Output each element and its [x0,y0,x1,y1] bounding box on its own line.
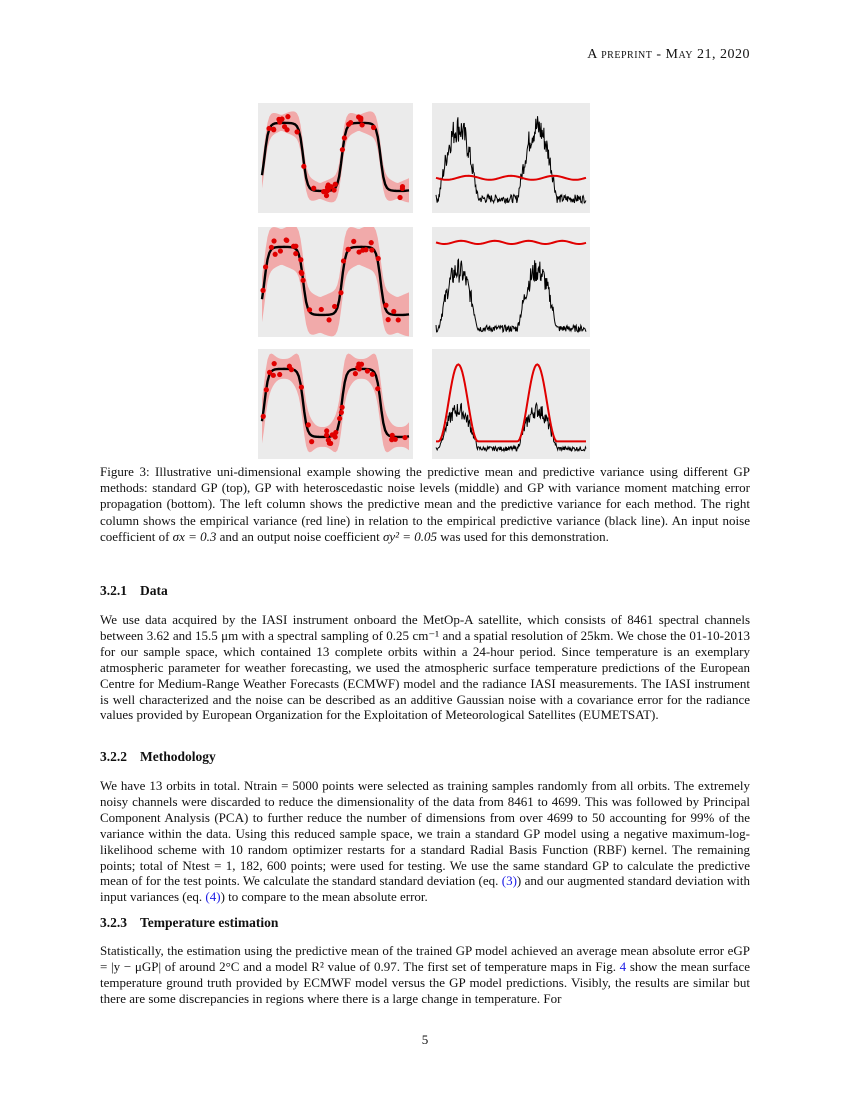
training-point [369,240,374,245]
paragraph-text: ) to compare to the mean absolute error. [220,889,428,905]
training-point [272,361,277,366]
panel-middle-left [258,227,413,337]
panel-top-left [258,103,413,213]
empirical-predictive-variance-line [436,116,586,203]
training-point [337,416,342,421]
plot-canvas [258,103,413,213]
training-point [319,307,324,312]
training-point [284,237,289,242]
figure-ref-4[interactable]: 4 [619,958,627,974]
training-point [300,278,305,283]
training-point [261,414,266,419]
training-point [328,441,333,446]
training-point [324,193,329,198]
training-point [326,182,331,187]
equation-ref-4[interactable]: (4) [205,889,221,905]
training-point [332,304,337,309]
caption-sigma-x: σx = 0.3 [172,528,217,544]
training-point [358,117,363,122]
training-point [279,116,284,121]
training-point [342,135,347,140]
training-point [340,147,345,152]
plot-canvas [432,103,590,213]
section-number: 3.2.3 [100,915,127,930]
training-point [341,258,346,263]
training-point [326,187,331,192]
panel-bottom-left [258,349,413,459]
training-point [348,120,353,125]
empirical-variance-line [436,241,586,244]
training-point [351,239,356,244]
paragraph-text: show the mean surface temperature ground truth provided by ECMWF model versus the GP model predictions. Visibly, the results are similar but there are some discrepancies in regions where there is a large change in temperature. For [100,958,750,1006]
plot-canvas [432,227,590,337]
paragraph-text: ) and our augmented standard deviation with input variances (eq. [100,873,750,905]
training-point [285,114,290,119]
training-point [353,371,358,376]
training-point [340,405,345,410]
training-point [282,124,287,129]
paragraph-text: Statistically, the estimation using the predictive mean of the trained GP model achieved an average mean absolute error eGP = |y − μGP| of around 2°C and a model R² value of 0.97. The first set of temperature maps in Fig. [100,943,750,974]
training-point [356,249,361,254]
training-point [338,290,343,295]
training-point [400,186,405,191]
paragraph-temperature-estimation [100,943,750,1007]
training-point [289,367,294,372]
training-point [299,385,304,390]
figure-3 [258,103,590,459]
figure-caption [100,464,750,545]
empirical-predictive-variance-line [436,259,586,331]
section-title: Temperature estimation [140,915,279,930]
equation-ref-3[interactable]: (3) [501,873,517,889]
panel-bottom-right [432,349,590,459]
section-title: Methodology [140,749,216,764]
running-header-text: A preprint - May 21, 2020 [587,47,750,62]
training-point [306,422,311,427]
section-heading-temperature-estimation [100,915,278,931]
training-point [375,386,380,391]
training-point [277,372,282,377]
training-point [294,129,299,134]
training-point [326,317,331,322]
training-point [269,245,274,250]
training-point [301,164,306,169]
training-point [293,251,298,256]
caption-text-3: was used for this demonstration. [437,528,609,544]
empirical-variance-line [436,176,586,180]
training-point [266,126,271,131]
training-point [333,434,338,439]
training-point [293,244,298,249]
running-header [587,47,750,63]
page-number: 5 [421,1032,429,1047]
section-number: 3.2.1 [100,583,127,598]
paragraph-text: We have 13 orbits in total. Ntrain = 5000 points were selected as training samples randomly from all orbits. The extremely noisy channels were discarded to reduce the dimensionality of the data from 8461 to 4699. This was followed by Principal Component Analysis (PCA) to further reduce the number of dimensions from over 4699 to 50 accounting for 99% of the variance within the data. Using this reduced sample space, we train a standard GP model using a negative maximum-log-likelihood scheme with 10 random optimizer restarts for a standard Radial Basis Function (RBF) kernel. The remaining points; total of Ntest = 1, 182, 600 points; were used for testing. We use the same standard GP to calculate the predictive mean of for the test points. We calculate the standard standard deviation (eq. [100,778,750,889]
plot-canvas [258,227,413,337]
plot-canvas [432,349,590,459]
training-point [383,303,388,308]
training-point [298,257,303,262]
training-point [263,264,268,269]
panel-top-right [432,103,590,213]
training-point [359,362,364,367]
paragraph-data: We use data acquired by the IASI instrument onboard the MetOp-A satellite, which consists of 8461 spectral channels between 3.62 and 15.5 μm with a spectral sampling of 0.25 cm⁻¹ and a spatial resolution of 25km. We chose the 01-10-2013 for our sample space, which contained 13 complete orbits within a 24-hour period. Since temperature is an exemplary atmospheric parameter for weather forecasting, we used the atmospheric surface temperature predictions of the European Centre for Medium-Range Weather Forecasts (ECMWF) model and the radiance IASI measurements. The IASI instrument is well characterized and the noise can be described as an additive Gaussian noise with a covariance error for the radiance values provided by European Organization for the Exploitation of Meteorological Satellites (EUMETSAT). [100,612,750,723]
section-heading-data [100,583,168,599]
training-point [309,439,314,444]
section-title: Data [140,583,168,598]
training-point [324,428,329,433]
training-point [273,252,278,257]
section-number: 3.2.2 [100,749,127,764]
training-point [271,127,276,132]
empirical-variance-line [436,364,586,441]
training-point [333,430,338,435]
training-point [311,186,316,191]
training-point [278,248,283,253]
section-heading-methodology [100,749,216,765]
training-point [264,387,269,392]
training-point [402,435,407,440]
training-point [389,437,394,442]
training-point [396,317,401,322]
training-point [371,125,376,130]
training-point [370,372,375,377]
paragraph-methodology [100,778,750,905]
caption-text-1: Figure 3: Illustrative uni-dimensional example showing the predictive mean and predictive variance using different GP methods: standard GP (top), GP with heteroscedastic noise levels (middle) and GP with variance moment matching error propagation (bottom). The left column shows the predictive mean and the predictive variance for each method. The right column shows the empirical variance (red line) in relation to the empirical predictive variance (black line). An input noise coefficient of [100,464,750,544]
training-point [260,288,265,293]
training-point [359,122,364,127]
training-point [386,317,391,322]
training-point [299,270,304,275]
panel-middle-right [432,227,590,337]
training-point [267,370,272,375]
training-point [307,307,312,312]
training-point [391,309,396,314]
training-point [376,256,381,261]
empirical-predictive-variance-line [436,403,586,451]
training-point [271,238,276,243]
plot-canvas [258,349,413,459]
training-point [339,410,344,415]
caption-sigma-y: σy² = 0.05 [382,528,438,544]
training-point [365,368,370,373]
training-point [397,195,402,200]
caption-text-2: and an output noise coefficient [216,528,383,544]
training-point [346,247,351,252]
training-point [369,247,374,252]
training-point [363,247,368,252]
